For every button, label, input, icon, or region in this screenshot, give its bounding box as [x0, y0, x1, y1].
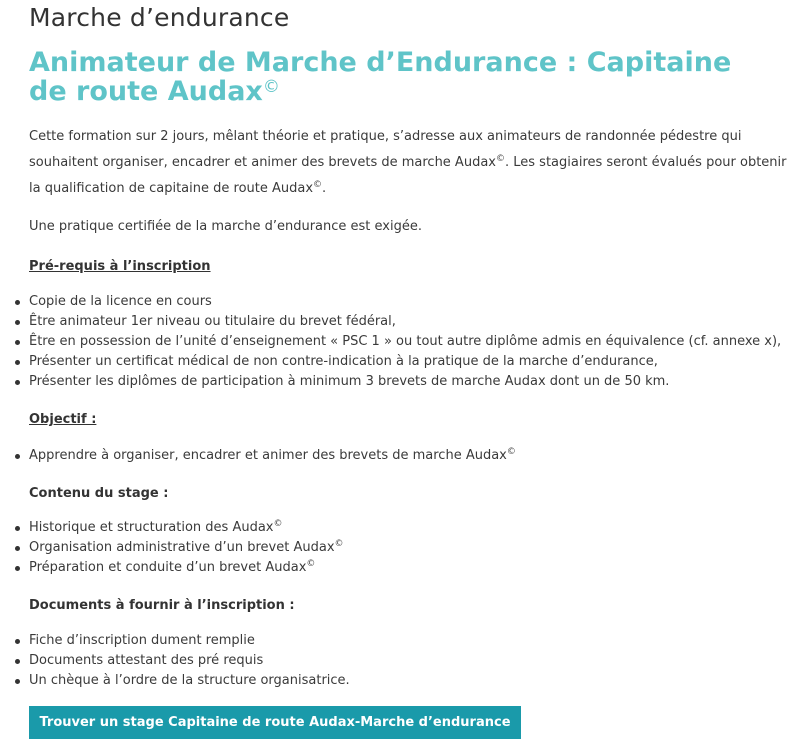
list-item-text: Documents attestant des pré requis [29, 653, 264, 668]
list-item [0, 651, 350, 671]
copyright-mark: © [262, 77, 280, 97]
copyright-mark: © [495, 154, 505, 164]
list-item-text: Présenter les diplômes de participation à minimum 3 brevets de marche Audax dont un de 50 km. [29, 374, 670, 389]
copyright-mark: © [334, 539, 344, 549]
list-item [0, 312, 781, 332]
bullet-icon [15, 526, 20, 531]
bullet-icon [15, 546, 20, 551]
list-item [0, 372, 781, 392]
bullet-icon [15, 679, 20, 684]
bullet-icon [15, 340, 20, 345]
list-item [0, 292, 781, 312]
intro-line-2: souhaitent organiser, encadrer et animer des brevets de marche Audax [29, 155, 496, 170]
copyright-mark: © [313, 180, 323, 190]
bullet-icon [15, 639, 20, 644]
bullet-icon [15, 380, 20, 385]
bullet-icon [15, 659, 20, 664]
documents-heading: Documents à fournir à l’inscription : [29, 598, 295, 613]
content-heading: Contenu du stage : [29, 486, 169, 501]
section-title: Marche d’endurance [29, 3, 290, 32]
list-item-text: Copie de la licence en cours [29, 294, 212, 309]
bullet-icon [15, 300, 20, 305]
intro-line-2-end: . Les stagiaires seront évalués pour obtenir [504, 155, 787, 170]
content-list [0, 518, 344, 578]
list-item-text: Apprendre à organiser, encadrer et animer des brevets de marche Audax [29, 448, 507, 463]
bullet-icon [15, 360, 20, 365]
list-item [0, 631, 350, 651]
list-item [0, 446, 516, 466]
list-item-text: Présenter un certificat médical de non contre-indication à la pratique de la marche d’endurance, [29, 354, 658, 369]
list-item [0, 558, 344, 578]
documents-list [0, 631, 350, 691]
list-item [0, 518, 344, 538]
list-item [0, 671, 350, 691]
copyright-mark: © [506, 447, 516, 457]
list-item [0, 538, 344, 558]
find-training-button[interactable]: Trouver un stage Capitaine de route Audax-Marche d’endurance [29, 706, 521, 739]
list-item-text: Organisation administrative d’un brevet Audax [29, 540, 335, 555]
prerequisites-heading: Pré-requis à l’inscription [29, 259, 211, 274]
list-item-text: Préparation et conduite d’un brevet Audax [29, 560, 307, 575]
intro-paragraph [29, 124, 787, 202]
intro-line-3: la qualification de capitaine de route Audax [29, 181, 314, 196]
list-item [0, 332, 781, 352]
list-item-text: Fiche d’inscription dument remplie [29, 633, 255, 648]
list-item-text: Être animateur 1er niveau ou titulaire du brevet fédéral, [29, 314, 396, 329]
list-item-text: Un chèque à l’ordre de la structure organisatrice. [29, 673, 350, 688]
bullet-icon [15, 454, 20, 459]
prerequisites-list [0, 292, 781, 392]
list-item-text: Historique et structuration des Audax [29, 520, 274, 535]
intro-line-1: Cette formation sur 2 jours, mêlant théorie et pratique, s’adresse aux animateurs de randonnée pédestre qui [29, 129, 742, 144]
copyright-mark: © [306, 559, 316, 569]
list-item [0, 352, 781, 372]
page-title [29, 48, 749, 106]
copyright-mark: © [273, 519, 283, 529]
list-item-text: Être en possession de l’unité d’enseignement « PSC 1 » ou tout autre diplôme admis en équivalence (cf. annexe x), [29, 334, 782, 349]
bullet-icon [15, 320, 20, 325]
objective-list [0, 446, 516, 466]
intro-line-3-end: . [322, 181, 327, 196]
page-title-text: Animateur de Marche d’Endurance : Capitaine de route Audax [29, 47, 732, 107]
bullet-icon [15, 566, 20, 571]
requirement-note: Une pratique certifiée de la marche d’endurance est exigée. [29, 219, 422, 234]
objective-heading: Objectif : [29, 412, 97, 427]
